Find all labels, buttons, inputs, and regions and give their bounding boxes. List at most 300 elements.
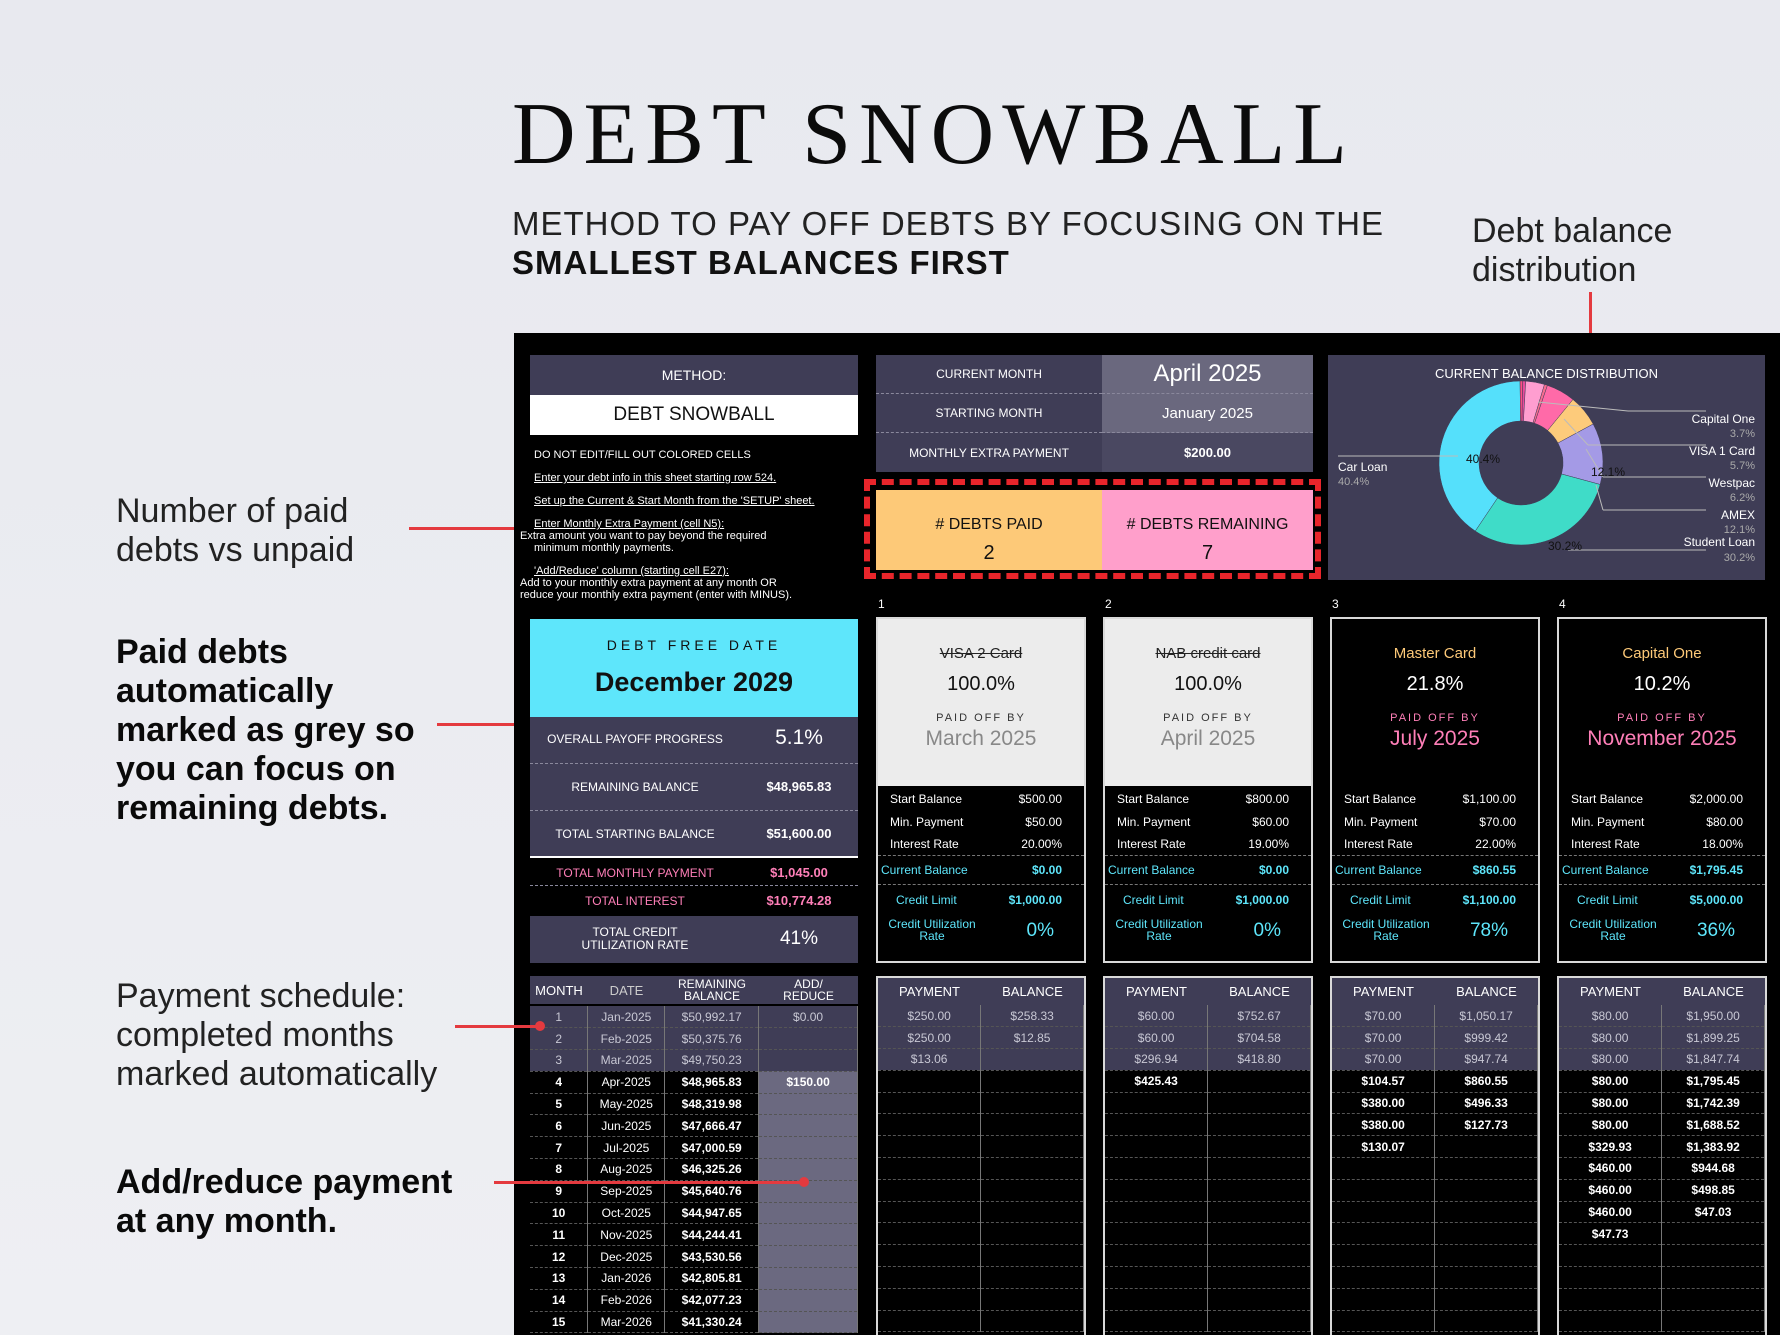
add-reduce-cell[interactable]: [759, 1050, 858, 1072]
add-reduce-cell[interactable]: [759, 1115, 858, 1137]
add-reduce-cell[interactable]: [759, 1289, 858, 1311]
stat-label: Min. Payment: [890, 814, 964, 829]
annotation-text: debts vs unpaid: [116, 531, 355, 569]
card-name: Master Card: [1393, 645, 1477, 662]
date-cell: Jul-2025: [588, 1137, 665, 1159]
add-reduce-cell[interactable]: [759, 1268, 858, 1290]
balance-cell: [1435, 1158, 1538, 1180]
payment-cell: [1105, 1310, 1208, 1332]
payment-row: [1332, 1267, 1538, 1289]
stat-min: [878, 810, 1084, 833]
card-name: VISA 2 Card: [939, 645, 1023, 662]
total-interest-value: $10,774.28: [766, 893, 832, 908]
balance-cell: [1435, 1310, 1538, 1332]
label-westpac-pct: 6.2%: [1729, 492, 1755, 504]
add-reduce-cell[interactable]: [759, 1202, 858, 1224]
card-header: [1105, 619, 1311, 786]
balance-cell: [981, 1179, 1084, 1201]
add-reduce-cell[interactable]: [759, 1028, 858, 1050]
payment-cell: [878, 1245, 981, 1267]
annotation-paid-vs-unpaid: [116, 492, 354, 570]
annotation-text: distribution: [1472, 251, 1637, 289]
stat-current: [1105, 856, 1311, 885]
utilization-value: 41%: [779, 928, 819, 949]
payment-cell: [1105, 1267, 1208, 1289]
month-cell: 2: [530, 1028, 588, 1050]
payment-cell: $250.00: [878, 1027, 981, 1049]
card-number: 4: [1559, 597, 1566, 611]
col-header-payment: PAYMENT: [899, 984, 960, 999]
date-cell: Feb-2025: [588, 1028, 665, 1050]
stat-label: Start Balance: [1344, 791, 1417, 806]
payment-row: [1332, 1158, 1538, 1180]
label-westpac: Westpac: [1708, 476, 1755, 490]
label-student-pct: 30.2%: [1723, 552, 1755, 564]
payment-row: [1332, 1179, 1538, 1201]
payment-cell: [878, 1136, 981, 1158]
payment-cell: [878, 1114, 981, 1136]
payment-row: [1559, 1114, 1765, 1136]
annotation-dot: [799, 1177, 809, 1187]
payment-cell: [878, 1070, 981, 1092]
payment-row: [1559, 1092, 1765, 1114]
label-visa1-pct: 5.7%: [1729, 460, 1755, 472]
balance-cell: [981, 1092, 1084, 1114]
annotation-text: Add/reduce payment: [116, 1163, 453, 1201]
add-reduce-cell[interactable]: [759, 1137, 858, 1159]
stat-label: Credit Limit: [1350, 892, 1411, 907]
payment-cell: [1559, 1267, 1662, 1289]
balance-cell: $496.33: [1435, 1092, 1538, 1114]
balance-distribution-chart: [1328, 355, 1765, 580]
stat-rate: [878, 833, 1084, 856]
total-interest-row: [530, 886, 858, 916]
payment-cell: [1332, 1267, 1435, 1289]
schedule-row: [530, 1071, 858, 1093]
balance-cell: $1,899.25: [1662, 1027, 1765, 1049]
balance-cell: $1,795.45: [1662, 1070, 1765, 1092]
card-header: [1559, 619, 1765, 786]
payment-row: [1559, 1158, 1765, 1180]
payment-cell: [1105, 1158, 1208, 1180]
leader-line: [1596, 485, 1603, 510]
stat-value: 22.00%: [1475, 837, 1516, 851]
stat-current: [878, 856, 1084, 885]
stat-label: Credit Utilization Rate: [1342, 917, 1430, 943]
card-percent: 10.2%: [1633, 673, 1691, 695]
payment-row: [1559, 1070, 1765, 1092]
card-paid-by: November 2025: [1587, 727, 1737, 750]
balance-cell: $752.67: [1208, 1005, 1311, 1027]
date-cell: Oct-2025: [588, 1202, 665, 1224]
payment-cell: $80.00: [1559, 1049, 1662, 1071]
payment-cell: $13.06: [878, 1049, 981, 1071]
payment-row: [1559, 1136, 1765, 1158]
schedule-row: [530, 1311, 858, 1333]
balance-cell: [1435, 1245, 1538, 1267]
payment-row: [1559, 1179, 1765, 1201]
card-number: 1: [878, 597, 885, 611]
remaining-cell: $41,330.24: [665, 1311, 759, 1333]
stat-util: [878, 914, 1084, 950]
payment-cell: [878, 1201, 981, 1223]
debt-card: [1557, 617, 1767, 963]
remaining-balance-value: $48,965.83: [766, 779, 832, 794]
payment-table: [876, 976, 1086, 1335]
balance-cell: [1208, 1223, 1311, 1245]
method-value: DEBT SNOWBALL: [530, 395, 858, 435]
instruction-text: reduce your monthly extra payment (enter with MINUS).: [520, 589, 793, 601]
payment-cell: [878, 1092, 981, 1114]
card-stats: [1332, 787, 1538, 950]
payment-cell: $80.00: [1559, 1027, 1662, 1049]
payment-cell: [1332, 1179, 1435, 1201]
payment-row: [1332, 1245, 1538, 1267]
payment-table: [1103, 976, 1313, 1335]
card-paid-by-label: PAID OFF BY: [1163, 712, 1253, 724]
label-car-loan: Car Loan: [1338, 460, 1388, 474]
date-cell: May-2025: [588, 1093, 665, 1115]
label-amex-pct: 12.1%: [1723, 524, 1755, 536]
balance-cell: [1435, 1223, 1538, 1245]
balance-cell: [1662, 1288, 1765, 1310]
remaining-cell: $47,000.59: [665, 1137, 759, 1159]
payment-row: [878, 1288, 1084, 1310]
payment-row: [1105, 1005, 1311, 1027]
payment-row: [878, 1005, 1084, 1027]
page-subtitle-line2: SMALLEST BALANCES FIRST: [512, 244, 1010, 281]
card-header: [878, 619, 1084, 786]
balance-cell: $1,950.00: [1662, 1005, 1765, 1027]
balance-cell: $47.03: [1662, 1201, 1765, 1223]
payment-row: [878, 1310, 1084, 1332]
balance-cell: [1435, 1288, 1538, 1310]
stat-label: Interest Rate: [1344, 837, 1413, 851]
payment-row: [1559, 1049, 1765, 1071]
instructions: [520, 449, 865, 601]
stat-limit: [1105, 885, 1311, 914]
month-cell: 13: [530, 1268, 588, 1290]
stat-rate: [1105, 833, 1311, 856]
annotation-text: Number of paid: [116, 492, 349, 530]
starting-month-label: STARTING MONTH: [876, 394, 1102, 433]
stat-value: 0%: [1253, 920, 1281, 941]
add-reduce-cell[interactable]: [759, 1246, 858, 1268]
payment-row: [1105, 1245, 1311, 1267]
stat-value: $800.00: [1245, 791, 1289, 806]
schedule-row: [530, 1093, 858, 1115]
payment-cell: [878, 1310, 981, 1332]
date-cell: Feb-2026: [588, 1289, 665, 1311]
payment-row: [1105, 1267, 1311, 1289]
date-cell: Dec-2025: [588, 1246, 665, 1268]
payment-cell: [1332, 1310, 1435, 1332]
utilization-row: [530, 916, 858, 963]
stat-value: $1,000.00: [1235, 892, 1289, 907]
remaining-cell: $42,077.23: [665, 1289, 759, 1311]
payment-row: [1105, 1310, 1311, 1332]
payment-cell: [1105, 1114, 1208, 1136]
stat-value: $5,000.00: [1689, 892, 1743, 907]
debt-card: [876, 617, 1086, 963]
instruction-text: Set up the Current & Start Month from the 'SETUP' sheet.: [534, 495, 815, 507]
payment-cell: [1559, 1310, 1662, 1332]
monthly-payment-row: [530, 858, 858, 886]
month-cell: 5: [530, 1093, 588, 1115]
stat-label: Min. Payment: [1344, 814, 1418, 829]
add-reduce-cell[interactable]: [759, 1224, 858, 1246]
payment-rows: [1559, 1005, 1765, 1332]
payment-row: [1105, 1179, 1311, 1201]
total-interest-label: TOTAL INTEREST: [585, 894, 685, 908]
payment-row: [1332, 1288, 1538, 1310]
date-cell: Sep-2025: [588, 1180, 665, 1202]
stat-value: $60.00: [1252, 814, 1289, 829]
balance-cell: [1208, 1092, 1311, 1114]
card-paid-by: April 2025: [1160, 727, 1256, 750]
label-student: Student Loan: [1683, 535, 1755, 549]
instruction-text: Extra amount you want to pay beyond the required: [520, 530, 767, 542]
date-cell: Mar-2025: [588, 1050, 665, 1072]
payment-row: [1332, 1136, 1538, 1158]
col-header-date: DATE: [588, 976, 665, 1004]
balance-cell: $944.68: [1662, 1158, 1765, 1180]
slice-student: [1475, 474, 1600, 545]
month-cell: 7: [530, 1137, 588, 1159]
card-paid-by-label: PAID OFF BY: [1617, 712, 1707, 724]
balance-cell: [1208, 1245, 1311, 1267]
balance-cell: $704.58: [1208, 1027, 1311, 1049]
col-header-month: MONTH: [530, 976, 588, 1004]
col-header-payment: PAYMENT: [1580, 984, 1641, 999]
payment-cell: [878, 1288, 981, 1310]
col-header-add-reduce: ADD/ REDUCE: [759, 976, 858, 1004]
payment-rows: [878, 1005, 1084, 1332]
stat-start: [1559, 787, 1765, 810]
balance-cell: [981, 1201, 1084, 1223]
stat-label: Current Balance: [1562, 863, 1649, 877]
instruction-text: minimum monthly payments.: [534, 542, 674, 554]
add-reduce-cell[interactable]: [759, 1311, 858, 1333]
schedule-row: [530, 1006, 858, 1028]
add-reduce-cell[interactable]: [759, 1093, 858, 1115]
stat-label: Credit Utilization Rate: [1569, 917, 1657, 943]
stat-value: $860.55: [1472, 863, 1516, 877]
stat-value: 18.00%: [1702, 837, 1743, 851]
payment-row: [1559, 1288, 1765, 1310]
stat-start: [1332, 787, 1538, 810]
payment-cell: [1105, 1245, 1208, 1267]
date-cell: Nov-2025: [588, 1224, 665, 1246]
stat-rate: [1332, 833, 1538, 856]
stat-label: Credit Utilization Rate: [888, 917, 976, 943]
stat-value: $1,000.00: [1008, 892, 1062, 907]
balance-cell: [1208, 1201, 1311, 1223]
annotation-text: at any month.: [116, 1202, 338, 1240]
payment-row: [878, 1201, 1084, 1223]
month-cell: 10: [530, 1202, 588, 1224]
balance-cell: [1208, 1310, 1311, 1332]
payment-row: [878, 1049, 1084, 1071]
remaining-cell: $50,375.76: [665, 1028, 759, 1050]
chart-title: CURRENT BALANCE DISTRIBUTION: [1435, 366, 1658, 381]
payment-cell: $70.00: [1332, 1027, 1435, 1049]
stat-value: $50.00: [1025, 814, 1062, 829]
remaining-cell: $44,244.41: [665, 1224, 759, 1246]
card-percent: 21.8%: [1406, 673, 1464, 695]
annotation-pointer: [455, 1025, 540, 1028]
starting-balance-label: TOTAL STARTING BALANCE: [555, 827, 715, 841]
annotation-schedule: [116, 977, 437, 1094]
payment-cell: [1105, 1201, 1208, 1223]
stat-util: [1559, 914, 1765, 950]
stat-value: 36%: [1696, 920, 1735, 941]
card-paid-by-label: PAID OFF BY: [1390, 712, 1480, 724]
balance-cell: [981, 1158, 1084, 1180]
annotation-text: completed months: [116, 1016, 394, 1054]
annotation-text: Paid debts: [116, 633, 288, 671]
payment-table: [1557, 976, 1767, 1335]
month-cell: 6: [530, 1115, 588, 1137]
payment-cell: [1105, 1288, 1208, 1310]
debts-paid-box: [876, 490, 1102, 570]
card-name: Capital One: [1622, 645, 1702, 662]
current-month-label: CURRENT MONTH: [876, 355, 1102, 394]
debts-remaining-box: [1102, 490, 1313, 570]
balance-cell: [1208, 1114, 1311, 1136]
balance-cell: [981, 1223, 1084, 1245]
annotation-distribution: [1472, 212, 1672, 290]
annotation-pointer: [494, 1181, 804, 1184]
payment-cell: [1332, 1223, 1435, 1245]
remaining-cell: $45,640.76: [665, 1180, 759, 1202]
balance-cell: [981, 1245, 1084, 1267]
monthly-payment-label: TOTAL MONTHLY PAYMENT: [556, 866, 714, 880]
month-cell: 4: [530, 1071, 588, 1093]
stat-value: $70.00: [1479, 814, 1516, 829]
payment-cell: [1105, 1179, 1208, 1201]
balance-cell: $418.80: [1208, 1049, 1311, 1071]
stat-min: [1332, 810, 1538, 833]
stat-label: Credit Limit: [1577, 892, 1638, 907]
payment-cell: $80.00: [1559, 1070, 1662, 1092]
balance-cell: [1662, 1223, 1765, 1245]
col-header-balance: BALANCE: [1683, 984, 1744, 999]
schedule-row: [530, 1246, 858, 1268]
stat-current: [1332, 856, 1538, 885]
schedule-row: [530, 1115, 858, 1137]
card-stats: [878, 787, 1084, 950]
balance-cell: $498.85: [1662, 1179, 1765, 1201]
payment-table-header: [1332, 978, 1538, 1005]
remaining-cell: $50,992.17: [665, 1006, 759, 1028]
monthly-payment-value: $1,045.00: [770, 865, 828, 880]
payment-cell: [1332, 1158, 1435, 1180]
method-label: METHOD:: [530, 355, 858, 395]
balance-cell: [981, 1049, 1084, 1071]
payment-row: [1332, 1092, 1538, 1114]
schedule-row: [530, 1159, 858, 1181]
payment-row: [878, 1092, 1084, 1114]
add-reduce-cell[interactable]: [759, 1159, 858, 1181]
card-percent: 100.0%: [1174, 673, 1242, 695]
balance-cell: [981, 1114, 1084, 1136]
remaining-cell: $49,750.23: [665, 1050, 759, 1072]
payment-cell: $380.00: [1332, 1092, 1435, 1114]
balance-cell: [1435, 1201, 1538, 1223]
date-cell: Aug-2025: [588, 1159, 665, 1181]
payment-cell: $380.00: [1332, 1114, 1435, 1136]
starting-month-value: January 2025: [1102, 394, 1313, 433]
extra-payment-label: MONTHLY EXTRA PAYMENT: [876, 433, 1102, 472]
payment-row: [1332, 1201, 1538, 1223]
add-reduce-cell[interactable]: $150.00: [759, 1071, 858, 1093]
payment-row: [878, 1136, 1084, 1158]
balance-cell: $1,742.39: [1662, 1092, 1765, 1114]
payment-row: [1559, 1267, 1765, 1289]
stat-value: $2,000.00: [1689, 791, 1743, 806]
payment-row: [1332, 1049, 1538, 1071]
month-cell: 12: [530, 1246, 588, 1268]
payment-cell: $425.43: [1105, 1070, 1208, 1092]
instruction-text: Enter your debt info in this sheet starting row 524.: [534, 472, 777, 484]
payment-row: [1559, 1223, 1765, 1245]
stat-label: Interest Rate: [890, 837, 959, 851]
payment-table: [1330, 976, 1540, 1335]
stat-start: [878, 787, 1084, 810]
balance-cell: $1,688.52: [1662, 1114, 1765, 1136]
remaining-cell: $44,947.65: [665, 1202, 759, 1224]
payment-row: [1105, 1223, 1311, 1245]
balance-cell: $999.42: [1435, 1027, 1538, 1049]
balance-cell: [1435, 1267, 1538, 1289]
balance-cell: [1208, 1179, 1311, 1201]
payment-row: [1559, 1245, 1765, 1267]
remaining-cell: $48,965.83: [665, 1071, 759, 1093]
extra-payment-value: $200.00: [1102, 433, 1313, 472]
payment-cell: [1332, 1201, 1435, 1223]
remaining-cell: $42,805.81: [665, 1268, 759, 1290]
payoff-progress-value: 5.1%: [775, 726, 823, 749]
balance-cell: $12.85: [981, 1027, 1084, 1049]
col-header-remaining: REMAINING BALANCE: [665, 976, 759, 1004]
payment-rows: [1105, 1005, 1311, 1332]
payment-row: [1105, 1158, 1311, 1180]
payment-row: [1559, 1201, 1765, 1223]
payment-row: [1559, 1027, 1765, 1049]
col-header-payment: PAYMENT: [1126, 984, 1187, 999]
stat-util: [1332, 914, 1538, 950]
balance-cell: [1208, 1267, 1311, 1289]
payment-row: [878, 1070, 1084, 1092]
balance-cell: [1435, 1136, 1538, 1158]
stat-label: Start Balance: [890, 791, 963, 806]
payment-cell: $460.00: [1559, 1201, 1662, 1223]
payment-row: [878, 1223, 1084, 1245]
annotation-text: Payment schedule:: [116, 977, 406, 1015]
stat-min: [1559, 810, 1765, 833]
payment-row: [1105, 1092, 1311, 1114]
payment-row: [878, 1245, 1084, 1267]
annotation-text: Debt balance: [1472, 212, 1673, 250]
month-cell: 15: [530, 1311, 588, 1333]
stat-value: $0.00: [1031, 863, 1062, 877]
month-cell: 3: [530, 1050, 588, 1072]
annotation-dot: [535, 1021, 545, 1031]
add-reduce-cell[interactable]: $0.00: [759, 1006, 858, 1028]
stat-limit: [1559, 885, 1765, 914]
payment-table-header: [878, 978, 1084, 1005]
